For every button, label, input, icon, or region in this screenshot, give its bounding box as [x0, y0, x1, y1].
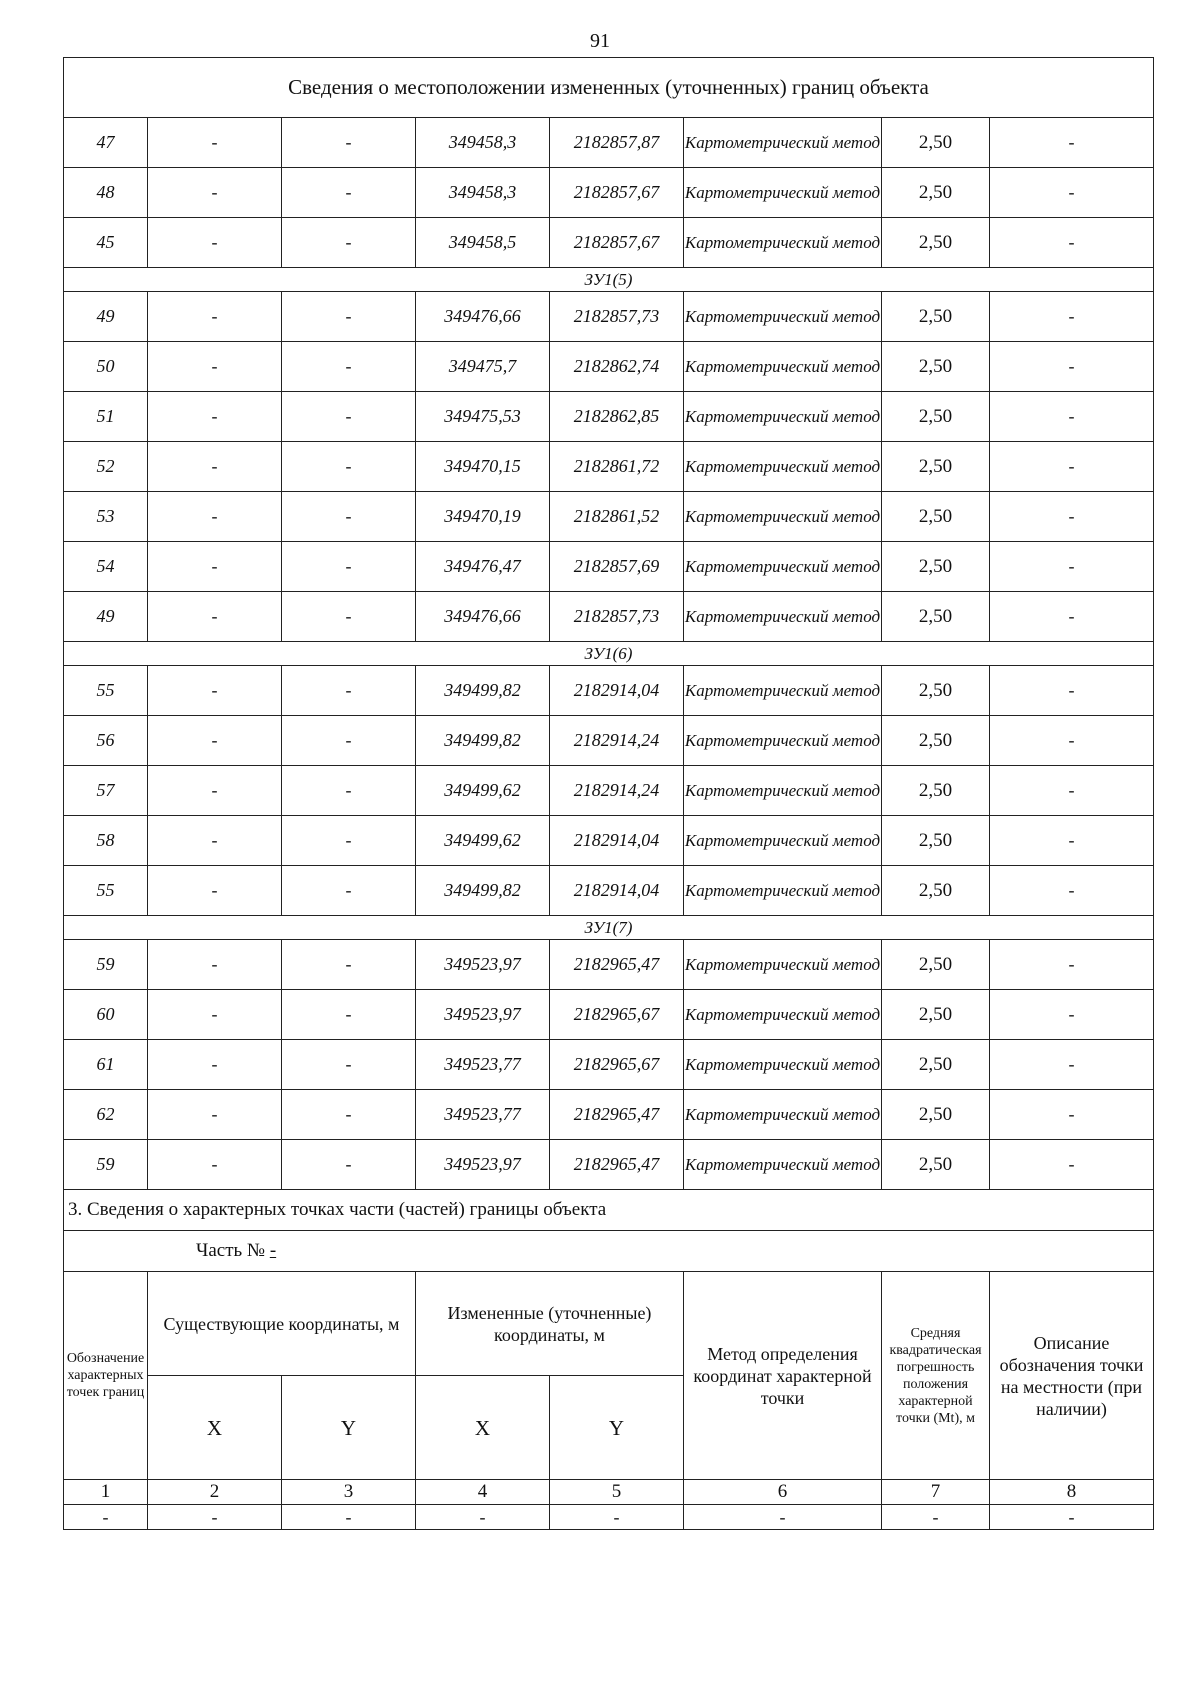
table-row — [64, 716, 1154, 766]
description-cell: - — [990, 292, 1154, 342]
header-method: Метод определения координат характерной точки — [684, 1272, 882, 1480]
method-cell: Картометрический метод — [684, 218, 882, 268]
column-number: 6 — [684, 1480, 882, 1505]
changed-x-cell: 349476,47 — [416, 542, 550, 592]
header-existing-x: X — [148, 1376, 282, 1480]
changed-y-cell: 2182862,85 — [550, 392, 684, 442]
empty-cell: - — [64, 1505, 148, 1530]
existing-y-cell: - — [282, 492, 416, 542]
changed-y-cell: 2182857,67 — [550, 168, 684, 218]
part-cell — [64, 1231, 1154, 1272]
existing-y-cell: - — [282, 666, 416, 716]
changed-x-cell: 349499,82 — [416, 716, 550, 766]
description-cell: - — [990, 218, 1154, 268]
existing-y-cell: - — [282, 118, 416, 168]
accuracy-cell: 2,50 — [882, 716, 990, 766]
empty-cell: - — [282, 1505, 416, 1530]
accuracy-cell: 2,50 — [882, 816, 990, 866]
description-cell: - — [990, 816, 1154, 866]
table-row — [64, 990, 1154, 1040]
accuracy-cell: 2,50 — [882, 1140, 990, 1190]
existing-x-cell: - — [148, 866, 282, 916]
point-number-cell: 56 — [64, 716, 148, 766]
changed-y-cell: 2182914,04 — [550, 866, 684, 916]
changed-x-cell: 349499,62 — [416, 766, 550, 816]
column-number-row — [64, 1480, 1154, 1505]
accuracy-cell: 2,50 — [882, 442, 990, 492]
table-row — [64, 168, 1154, 218]
changed-y-cell: 2182965,67 — [550, 990, 684, 1040]
description-cell: - — [990, 542, 1154, 592]
description-cell: - — [990, 1040, 1154, 1090]
description-cell: - — [990, 666, 1154, 716]
method-cell: Картометрический метод — [684, 292, 882, 342]
changed-y-cell: 2182862,74 — [550, 342, 684, 392]
group-header-row — [64, 268, 1154, 292]
existing-x-cell: - — [148, 940, 282, 990]
point-number-cell: 49 — [64, 592, 148, 642]
description-cell: - — [990, 1140, 1154, 1190]
accuracy-cell: 2,50 — [882, 666, 990, 716]
existing-y-cell: - — [282, 1040, 416, 1090]
existing-x-cell: - — [148, 492, 282, 542]
table-row — [64, 392, 1154, 442]
empty-cell: - — [990, 1505, 1154, 1530]
table-row — [64, 1140, 1154, 1190]
existing-y-cell: - — [282, 866, 416, 916]
existing-x-cell: - — [148, 592, 282, 642]
changed-x-cell: 349458,3 — [416, 118, 550, 168]
accuracy-cell: 2,50 — [882, 392, 990, 442]
description-cell: - — [990, 492, 1154, 542]
method-cell: Картометрический метод — [684, 342, 882, 392]
part-row — [64, 1231, 1154, 1272]
group-label: ЗУ1(5) — [64, 268, 1154, 292]
existing-x-cell: - — [148, 1040, 282, 1090]
table-row — [64, 442, 1154, 492]
table-row — [64, 492, 1154, 542]
changed-y-cell: 2182857,73 — [550, 592, 684, 642]
table-row — [64, 542, 1154, 592]
group-header-row — [64, 916, 1154, 940]
method-cell: Картометрический метод — [684, 542, 882, 592]
existing-y-cell: - — [282, 816, 416, 866]
page-number: 91 — [590, 30, 610, 52]
column-number: 1 — [64, 1480, 148, 1505]
changed-x-cell: 349476,66 — [416, 292, 550, 342]
description-cell: - — [990, 990, 1154, 1040]
table-row — [64, 816, 1154, 866]
existing-y-cell: - — [282, 592, 416, 642]
existing-x-cell: - — [148, 442, 282, 492]
existing-x-cell: - — [148, 218, 282, 268]
changed-y-cell: 2182857,67 — [550, 218, 684, 268]
column-number: 2 — [148, 1480, 282, 1505]
empty-cell: - — [550, 1505, 684, 1530]
changed-x-cell: 349499,82 — [416, 666, 550, 716]
table-row — [64, 666, 1154, 716]
accuracy-cell: 2,50 — [882, 492, 990, 542]
description-cell: - — [990, 940, 1154, 990]
changed-x-cell: 349458,3 — [416, 168, 550, 218]
existing-y-cell: - — [282, 766, 416, 816]
point-number-cell: 62 — [64, 1090, 148, 1140]
table-title: Сведения о местоположении измененных (уточненных) границ объекта — [64, 58, 1154, 118]
boundary-table — [63, 57, 1154, 1530]
point-number-cell: 47 — [64, 118, 148, 168]
point-number-cell: 52 — [64, 442, 148, 492]
existing-y-cell: - — [282, 716, 416, 766]
description-cell: - — [990, 866, 1154, 916]
accuracy-cell: 2,50 — [882, 168, 990, 218]
column-number: 8 — [990, 1480, 1154, 1505]
header-existing-y: Y — [282, 1376, 416, 1480]
changed-x-cell: 349470,19 — [416, 492, 550, 542]
changed-y-cell: 2182914,24 — [550, 766, 684, 816]
point-number-cell: 54 — [64, 542, 148, 592]
point-number-cell: 48 — [64, 168, 148, 218]
changed-y-cell: 2182857,87 — [550, 118, 684, 168]
changed-x-cell: 349475,7 — [416, 342, 550, 392]
existing-x-cell: - — [148, 766, 282, 816]
accuracy-cell: 2,50 — [882, 292, 990, 342]
empty-cell: - — [416, 1505, 550, 1530]
changed-x-cell: 349523,77 — [416, 1040, 550, 1090]
changed-y-cell: 2182914,04 — [550, 666, 684, 716]
table-row — [64, 766, 1154, 816]
existing-x-cell: - — [148, 168, 282, 218]
description-cell: - — [990, 716, 1154, 766]
point-number-cell: 45 — [64, 218, 148, 268]
existing-y-cell: - — [282, 1140, 416, 1190]
existing-x-cell: - — [148, 542, 282, 592]
table-row — [64, 592, 1154, 642]
changed-x-cell: 349476,66 — [416, 592, 550, 642]
group-header-row — [64, 642, 1154, 666]
changed-x-cell: 349523,77 — [416, 1090, 550, 1140]
description-cell: - — [990, 392, 1154, 442]
empty-cell: - — [148, 1505, 282, 1530]
existing-y-cell: - — [282, 392, 416, 442]
existing-x-cell: - — [148, 1090, 282, 1140]
table-row — [64, 1040, 1154, 1090]
column-number: 3 — [282, 1480, 416, 1505]
changed-y-cell: 2182965,67 — [550, 1040, 684, 1090]
method-cell: Картометрический метод — [684, 1040, 882, 1090]
table-row — [64, 118, 1154, 168]
empty-cell: - — [684, 1505, 882, 1530]
header-row-top — [64, 1272, 1154, 1376]
description-cell: - — [990, 168, 1154, 218]
method-cell: Картометрический метод — [684, 442, 882, 492]
existing-y-cell: - — [282, 990, 416, 1040]
header-description: Описание обозначения точки на местности (при наличии) — [990, 1272, 1154, 1480]
existing-y-cell: - — [282, 218, 416, 268]
column-number: 7 — [882, 1480, 990, 1505]
description-cell: - — [990, 342, 1154, 392]
changed-y-cell: 2182857,73 — [550, 292, 684, 342]
changed-y-cell: 2182914,24 — [550, 716, 684, 766]
part-label: Часть № — [196, 1240, 266, 1261]
method-cell: Картометрический метод — [684, 866, 882, 916]
method-cell: Картометрический метод — [684, 990, 882, 1040]
description-cell: - — [990, 592, 1154, 642]
existing-y-cell: - — [282, 940, 416, 990]
point-number-cell: 59 — [64, 940, 148, 990]
method-cell: Картометрический метод — [684, 766, 882, 816]
changed-x-cell: 349475,53 — [416, 392, 550, 442]
method-cell: Картометрический метод — [684, 1140, 882, 1190]
table-row — [64, 218, 1154, 268]
method-cell: Картометрический метод — [684, 816, 882, 866]
accuracy-cell: 2,50 — [882, 940, 990, 990]
section-3-row — [64, 1190, 1154, 1231]
header-accuracy: Средняя квадратическая погрешность положения характерной точки (Mt), м — [882, 1272, 990, 1480]
existing-y-cell: - — [282, 342, 416, 392]
existing-x-cell: - — [148, 666, 282, 716]
accuracy-cell: 2,50 — [882, 342, 990, 392]
method-cell: Картометрический метод — [684, 168, 882, 218]
changed-x-cell: 349458,5 — [416, 218, 550, 268]
point-number-cell: 55 — [64, 866, 148, 916]
group-label: ЗУ1(6) — [64, 642, 1154, 666]
method-cell: Картометрический метод — [684, 940, 882, 990]
method-cell: Картометрический метод — [684, 716, 882, 766]
point-number-cell: 60 — [64, 990, 148, 1040]
existing-y-cell: - — [282, 168, 416, 218]
point-number-cell: 55 — [64, 666, 148, 716]
header-changed-x: X — [416, 1376, 550, 1480]
empty-cell: - — [882, 1505, 990, 1530]
table-row — [64, 1090, 1154, 1140]
changed-x-cell: 349499,62 — [416, 816, 550, 866]
accuracy-cell: 2,50 — [882, 766, 990, 816]
changed-y-cell: 2182857,69 — [550, 542, 684, 592]
changed-y-cell: 2182965,47 — [550, 1140, 684, 1190]
existing-x-cell: - — [148, 392, 282, 442]
changed-y-cell: 2182914,04 — [550, 816, 684, 866]
existing-y-cell: - — [282, 1090, 416, 1140]
accuracy-cell: 2,50 — [882, 218, 990, 268]
existing-x-cell: - — [148, 716, 282, 766]
accuracy-cell: 2,50 — [882, 592, 990, 642]
existing-y-cell: - — [282, 442, 416, 492]
changed-x-cell: 349499,82 — [416, 866, 550, 916]
method-cell: Картометрический метод — [684, 492, 882, 542]
point-number-cell: 53 — [64, 492, 148, 542]
column-number: 4 — [416, 1480, 550, 1505]
existing-x-cell: - — [148, 292, 282, 342]
accuracy-cell: 2,50 — [882, 866, 990, 916]
accuracy-cell: 2,50 — [882, 990, 990, 1040]
changed-x-cell: 349523,97 — [416, 1140, 550, 1190]
existing-y-cell: - — [282, 292, 416, 342]
accuracy-cell: 2,50 — [882, 118, 990, 168]
point-number-cell: 51 — [64, 392, 148, 442]
changed-y-cell: 2182861,72 — [550, 442, 684, 492]
method-cell: Картометрический метод — [684, 592, 882, 642]
existing-y-cell: - — [282, 542, 416, 592]
changed-y-cell: 2182861,52 — [550, 492, 684, 542]
method-cell: Картометрический метод — [684, 666, 882, 716]
accuracy-cell: 2,50 — [882, 542, 990, 592]
description-cell: - — [990, 118, 1154, 168]
existing-x-cell: - — [148, 118, 282, 168]
header-changed-y: Y — [550, 1376, 684, 1480]
header-point-designation: Обозначение характерных точек границ — [64, 1272, 148, 1480]
method-cell: Картометрический метод — [684, 118, 882, 168]
existing-x-cell: - — [148, 342, 282, 392]
table-title-row — [64, 58, 1154, 118]
changed-x-cell: 349523,97 — [416, 990, 550, 1040]
method-cell: Картометрический метод — [684, 392, 882, 442]
changed-x-cell: 349470,15 — [416, 442, 550, 492]
point-number-cell: 58 — [64, 816, 148, 866]
table-row — [64, 342, 1154, 392]
column-number: 5 — [550, 1480, 684, 1505]
part-value: - — [269, 1240, 277, 1261]
method-cell: Картометрический метод — [684, 1090, 882, 1140]
table-row — [64, 292, 1154, 342]
empty-data-row — [64, 1505, 1154, 1530]
changed-y-cell: 2182965,47 — [550, 940, 684, 990]
table-row — [64, 940, 1154, 990]
point-number-cell: 49 — [64, 292, 148, 342]
description-cell: - — [990, 766, 1154, 816]
accuracy-cell: 2,50 — [882, 1090, 990, 1140]
point-number-cell: 50 — [64, 342, 148, 392]
accuracy-cell: 2,50 — [882, 1040, 990, 1090]
description-cell: - — [990, 442, 1154, 492]
point-number-cell: 61 — [64, 1040, 148, 1090]
existing-x-cell: - — [148, 990, 282, 1040]
section-3-title: 3. Сведения о характерных точках части (частей) границы объекта — [64, 1190, 1154, 1231]
changed-y-cell: 2182965,47 — [550, 1090, 684, 1140]
existing-x-cell: - — [148, 1140, 282, 1190]
table-row — [64, 866, 1154, 916]
header-existing-coords: Существующие координаты, м — [148, 1272, 416, 1376]
group-label: ЗУ1(7) — [64, 916, 1154, 940]
existing-x-cell: - — [148, 816, 282, 866]
changed-x-cell: 349523,97 — [416, 940, 550, 990]
header-changed-coords: Измененные (уточненные) координаты, м — [416, 1272, 684, 1376]
point-number-cell: 57 — [64, 766, 148, 816]
point-number-cell: 59 — [64, 1140, 148, 1190]
description-cell: - — [990, 1090, 1154, 1140]
